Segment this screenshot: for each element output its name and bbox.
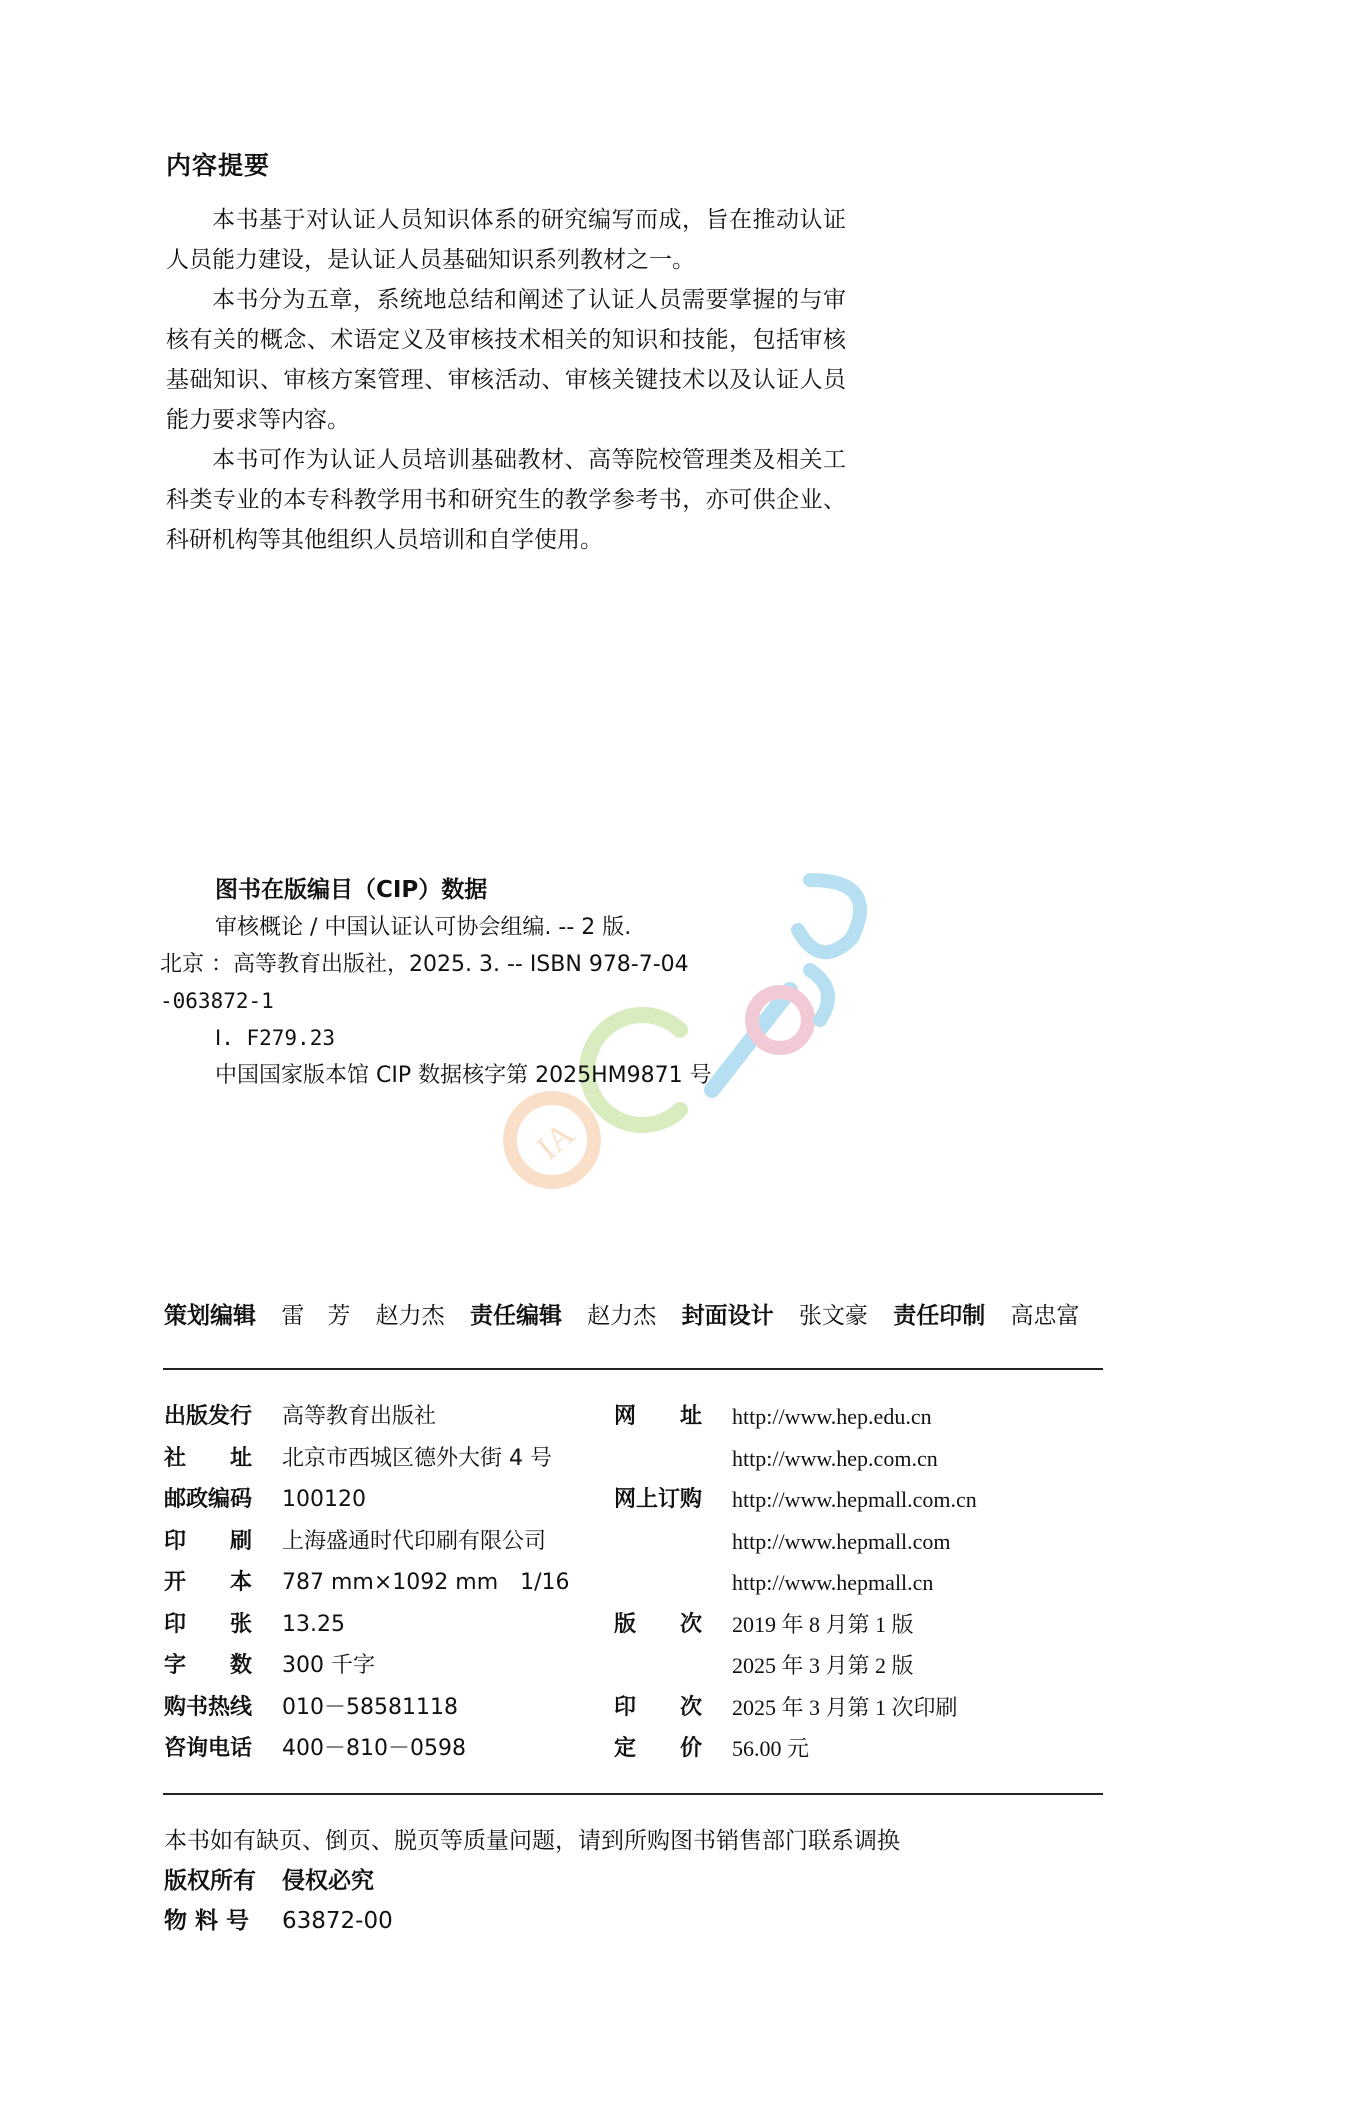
info-key: 版 次 bbox=[614, 1611, 703, 1637]
info-key: 字 数 bbox=[164, 1653, 253, 1678]
copyright-label: 版权所有 bbox=[164, 1868, 256, 1894]
info-key: 出版发行 bbox=[164, 1404, 253, 1429]
watermark-o bbox=[752, 992, 808, 1048]
info-value: 13.25 bbox=[282, 1611, 345, 1637]
info-row bbox=[164, 1479, 1104, 1521]
summary-paragraph: 本书基于对认证人员知识体系的研究编写而成，旨在推动认证人员能力建设，是认证人员基础知识系列教材之一。 bbox=[166, 207, 846, 273]
material-line bbox=[164, 1901, 900, 1941]
staff-name: 高忠富 bbox=[1010, 1303, 1080, 1329]
staff-role: 封面设计 bbox=[681, 1303, 774, 1329]
info-key: 网 址 bbox=[614, 1404, 703, 1429]
info-key: 咨询电话 bbox=[164, 1736, 253, 1761]
watermark-d bbox=[798, 880, 860, 952]
material-value: 63872-00 bbox=[282, 1908, 393, 1934]
staff-role: 责任印制 bbox=[893, 1303, 986, 1329]
shop-link[interactable]: http://www.hepmall.cn bbox=[732, 1570, 934, 1595]
staff-credits bbox=[164, 1297, 1080, 1330]
watermark-emblem-ring bbox=[510, 1098, 594, 1182]
staff-name: 赵力杰 bbox=[375, 1303, 445, 1329]
info-value: 300 千字 bbox=[282, 1653, 375, 1678]
cip-title: 图书在版编目（CIP）数据 bbox=[215, 877, 488, 903]
staff-role: 策划编辑 bbox=[164, 1303, 256, 1329]
info-key: 印 张 bbox=[164, 1611, 253, 1637]
footer-notice bbox=[164, 1821, 900, 1941]
cip-line: -063872-1 bbox=[160, 989, 274, 1013]
shop-link[interactable]: http://www.hepmall.com.cn bbox=[732, 1487, 977, 1512]
info-value: 高等教育出版社 bbox=[282, 1404, 437, 1429]
summary-paragraph: 本书分为五章，系统地总结和阐述了认证人员需要掌握的与审核有关的概念、术语定义及审核技术相关的知识和技能，包括审核基础知识、审核方案管理、审核活动、审核关键技术以及认证人员能力要求等内容。 bbox=[166, 287, 846, 433]
staff-role: 责任编辑 bbox=[469, 1303, 562, 1329]
summary-paragraph: 本书可作为认证人员培训基础教材、高等院校管理类及相关工科类专业的本专科教学用书和研究生的教学参考书，亦可供企业、科研机构等其他组织人员培训和自学使用。 bbox=[166, 447, 846, 553]
cip-line: 北京 ：高等教育出版社，2025. 3. -- ISBN 978-7-04 bbox=[160, 952, 689, 977]
info-value: 上海盛通时代印刷有限公司 bbox=[282, 1528, 547, 1554]
info-key: 定 价 bbox=[614, 1736, 703, 1761]
info-value: 400－810－0598 bbox=[282, 1736, 466, 1761]
shop-link[interactable]: http://www.hepmall.com bbox=[732, 1528, 951, 1554]
info-row bbox=[164, 1521, 1104, 1563]
website-link[interactable]: http://www.hep.edu.cn bbox=[732, 1404, 932, 1429]
cip-line: 中国国家版本馆 CIP 数据核字第 2025HM9871 号 bbox=[215, 1063, 712, 1088]
info-row bbox=[164, 1645, 1104, 1687]
website-link[interactable]: http://www.hep.com.cn bbox=[732, 1445, 938, 1471]
staff-name: 张文豪 bbox=[798, 1303, 868, 1329]
info-key: 印 次 bbox=[614, 1694, 703, 1720]
info-row bbox=[164, 1396, 1104, 1438]
info-value: 2025 年 3 月第 2 版 bbox=[732, 1653, 914, 1678]
copyright-line bbox=[164, 1861, 900, 1901]
summary-heading: 内容提要 bbox=[166, 151, 271, 180]
info-value: 北京市西城区德外大街 4 号 bbox=[282, 1445, 552, 1471]
info-row bbox=[164, 1728, 1104, 1770]
info-value: 787 mm×1092 mm 1/16 bbox=[282, 1570, 570, 1595]
info-key: 邮政编码 bbox=[164, 1487, 253, 1512]
publication-info bbox=[164, 1396, 1104, 1770]
cip-line: Ⅰ. F279.23 bbox=[215, 1026, 335, 1050]
staff-name: 赵力杰 bbox=[587, 1303, 657, 1329]
watermark-u bbox=[810, 970, 828, 1020]
info-row bbox=[164, 1687, 1104, 1729]
info-key: 购书热线 bbox=[164, 1694, 253, 1720]
info-key: 网上订购 bbox=[614, 1487, 703, 1512]
material-label: 物 料 号 bbox=[164, 1908, 250, 1934]
info-value: 010－58581118 bbox=[282, 1694, 458, 1720]
info-row bbox=[164, 1438, 1104, 1480]
info-row bbox=[164, 1604, 1104, 1646]
staff-name: 雷 芳 bbox=[281, 1303, 351, 1329]
divider-line bbox=[163, 1368, 1103, 1370]
divider-line bbox=[163, 1793, 1103, 1795]
content-summary bbox=[166, 146, 846, 560]
info-value: 2019 年 8 月第 1 版 bbox=[732, 1611, 914, 1637]
quality-notice: 本书如有缺页、倒页、脱页等质量问题，请到所购图书销售部门联系调换 bbox=[164, 1828, 900, 1854]
watermark-emblem-text: IA bbox=[530, 1115, 582, 1168]
copyright-value: 侵权必究 bbox=[282, 1868, 374, 1894]
cip-data-block bbox=[160, 872, 740, 1094]
info-value: 2025 年 3 月第 1 次印刷 bbox=[732, 1694, 958, 1720]
info-key: 开 本 bbox=[164, 1570, 253, 1595]
cip-line: 审核概论 / 中国认证认可协会组编. -- 2 版. bbox=[215, 915, 632, 940]
info-key: 印 刷 bbox=[164, 1528, 253, 1554]
info-row bbox=[164, 1562, 1104, 1604]
price-value: 56.00 元 bbox=[732, 1736, 810, 1761]
info-key: 社 址 bbox=[164, 1445, 253, 1471]
info-value: 100120 bbox=[282, 1487, 366, 1512]
